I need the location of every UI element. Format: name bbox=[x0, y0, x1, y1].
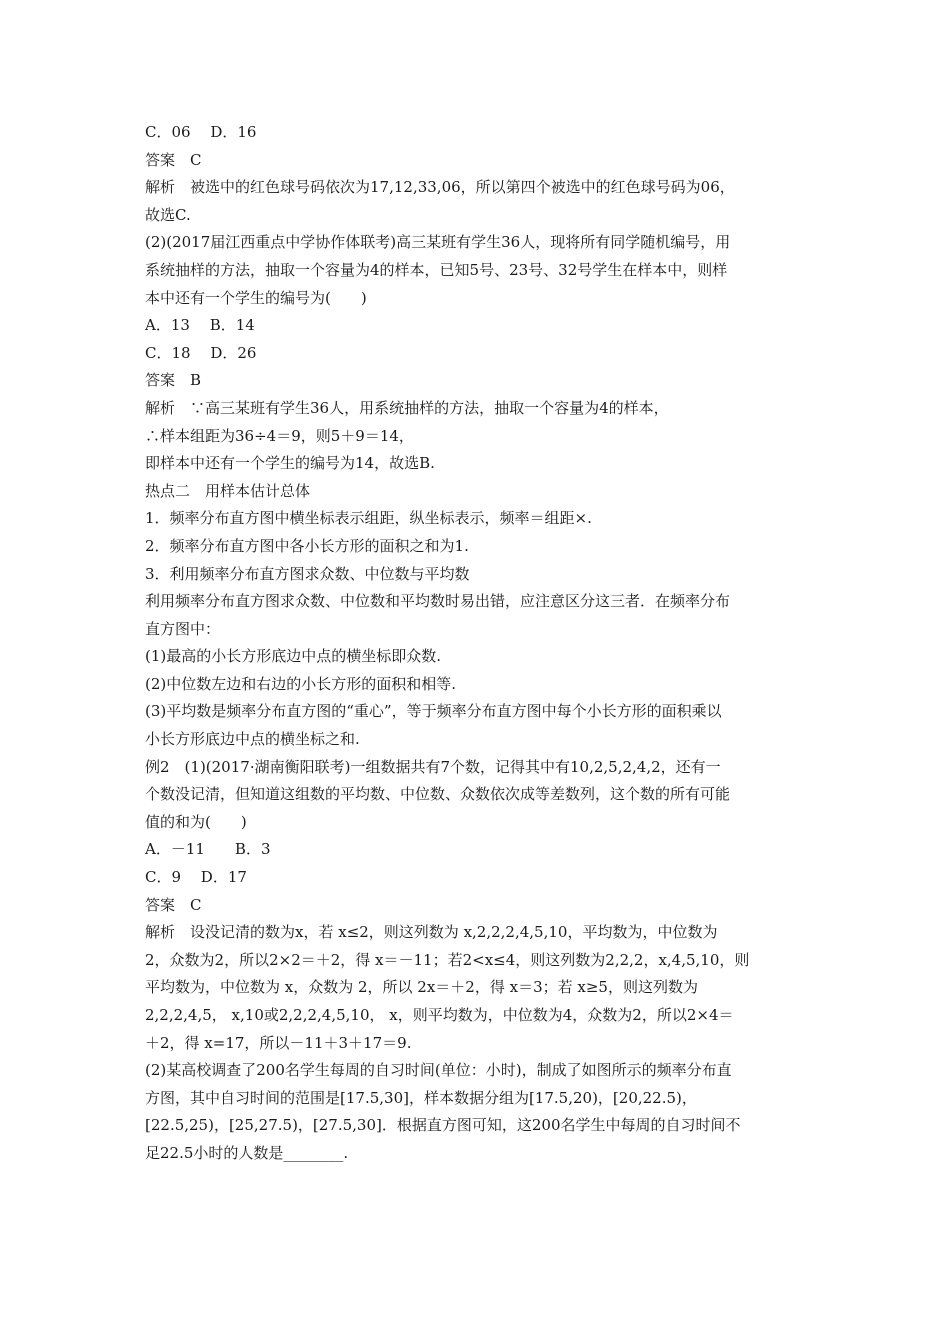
question-line: (2)(2017届江西重点中学协作体联考)高三某班有学生36人，现将所有同学随机编号，用 bbox=[145, 233, 731, 252]
example-line: 值的和为( ) bbox=[145, 812, 247, 831]
question-line: 系统抽样的方法，抽取一个容量为4的样本，已知5号、23号、32号学生在样本中，则样 bbox=[145, 260, 728, 279]
list-item: (3)平均数是频率分布直方图的“重心”，等于频率分布直方图中每个小长方形的面积乘以 bbox=[145, 702, 722, 721]
analysis-line: ∴样本组距为36÷4＝9，则5＋9＝14， bbox=[145, 426, 414, 445]
question-line: 足22.5小时的人数是________. bbox=[145, 1143, 349, 1162]
document-page bbox=[145, 119, 815, 1168]
example-line: 例2 (1)(2017·湖南衡阳联考)一组数据共有7个数，记得其中有10,2,5,2,4,2，还有一 bbox=[145, 757, 721, 776]
answer-line: 答案 C bbox=[145, 895, 202, 914]
list-item: 小长方形底边中点的横坐标之和. bbox=[145, 730, 360, 749]
analysis-line: 2，众数为2，所以2×2＝＋2，得 x＝－11；若2<x≤4，则这列数为2,2,2，x,4,5,10，则 bbox=[145, 950, 750, 969]
analysis-line: 解析 被选中的红色球号码依次为17,12,33,06，所以第四个被选中的红色球号码为06， bbox=[145, 178, 735, 197]
option-line-c-d: C．18 D．26 bbox=[145, 343, 257, 362]
question-line: 本中还有一个学生的编号为( ) bbox=[145, 288, 367, 307]
body-line: 利用频率分布直方图求众数、中位数和平均数时易出错，应注意区分这三者．在频率分布 bbox=[145, 592, 731, 611]
option-line-c-d: C．06 D．16 bbox=[145, 123, 257, 141]
analysis-line: 解析 ∵高三某班有学生36人，用系统抽样的方法，抽取一个容量为4的样本， bbox=[145, 398, 669, 417]
analysis-line: 平均数为，中位数为 x，众数为 2，所以 2x＝＋2，得 x＝3；若 x≥5，则这列数为 bbox=[145, 978, 698, 997]
question-line: [22.5,25)，[25,27.5)，[27.5,30]．根据直方图可知，这200名学生中每周的自习时间不 bbox=[145, 1116, 741, 1135]
answer-line: 答案 B bbox=[145, 371, 202, 390]
analysis-line: 即样本中还有一个学生的编号为14，故选B. bbox=[145, 454, 435, 473]
question-line: (2)某高校调查了200名学生每周的自习时间(单位：小时)，制成了如图所示的频率分布直 bbox=[145, 1061, 732, 1080]
option-line-a-b: A．－11 B．3 bbox=[145, 840, 271, 859]
option-line-a-b: A．13 B．14 bbox=[145, 316, 255, 335]
answer-line: 答案 C bbox=[145, 150, 202, 169]
analysis-line: 2,2,2,4,5， x,10或2,2,2,4,5,10， x，则平均数为，中位数为4，众数为2，所以2×4＝ bbox=[145, 1006, 734, 1024]
point-line: 3．利用频率分布直方图求众数、中位数与平均数 bbox=[145, 564, 470, 583]
analysis-line: 解析 设没记清的数为x，若 x≤2，则这列数为 x,2,2,2,4,5,10，平均数为，中位数为 bbox=[145, 923, 718, 942]
example-line: 个数没记清，但知道这组数的平均数、中位数、众数依次成等差数列，这个数的所有可能 bbox=[145, 785, 731, 804]
point-line: 2．频率分布直方图中各小长方形的面积之和为1. bbox=[145, 536, 469, 555]
body-line: 直方图中： bbox=[145, 619, 221, 638]
analysis-line: ＋2，得 x=17，所以－11＋3＋17＝9. bbox=[145, 1033, 412, 1052]
analysis-line: 故选C. bbox=[145, 205, 191, 224]
point-line: 1．频率分布直方图中横坐标表示组距，纵坐标表示，频率＝组距×. bbox=[145, 509, 592, 528]
list-item: (2)中位数左边和右边的小长方形的面积和相等. bbox=[145, 674, 457, 693]
option-line-c-d: C．9 D．17 bbox=[145, 868, 247, 887]
question-line: 方图，其中自习时间的范围是[17.5,30]，样本数据分组为[17.5,20)，[20,22.5)， bbox=[145, 1088, 697, 1107]
list-item: (1)最高的小长方形底边中点的横坐标即众数. bbox=[145, 647, 442, 666]
section-heading: 热点二 用样本估计总体 bbox=[145, 481, 311, 500]
